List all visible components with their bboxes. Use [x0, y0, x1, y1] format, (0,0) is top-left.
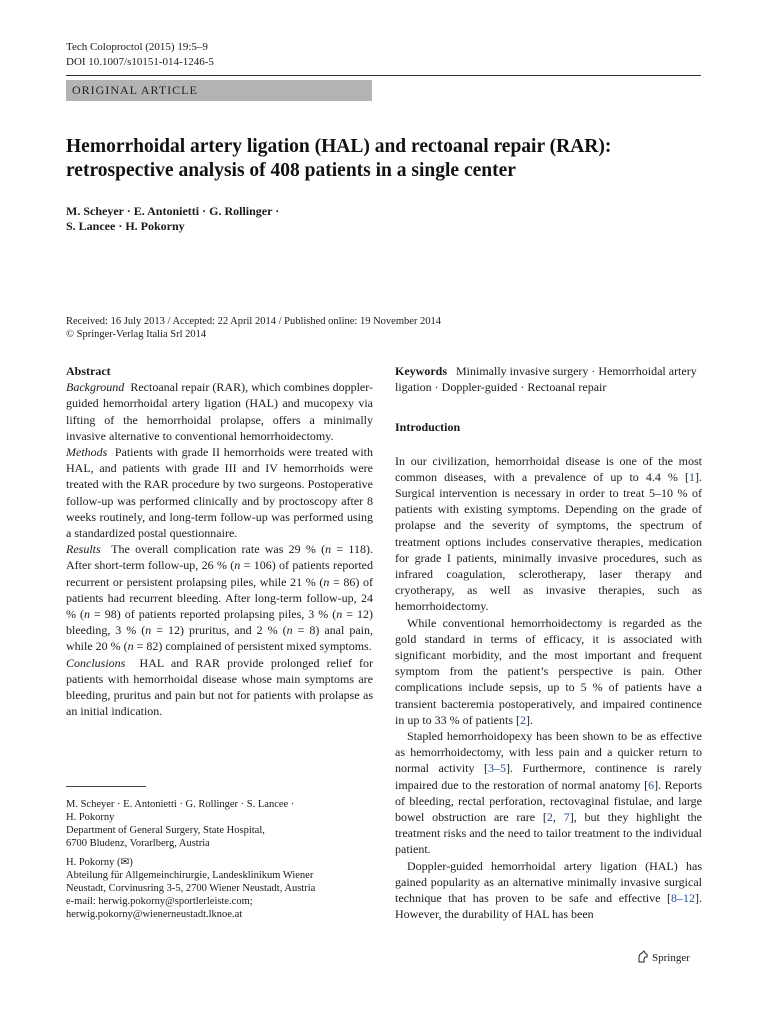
affil-line: M. Scheyer · E. Antonietti · G. Rollinger · S. Lancee ·	[66, 799, 295, 810]
n-symbol: n	[234, 558, 241, 573]
background-label: Background	[66, 380, 125, 395]
citation-link[interactable]: 7	[563, 810, 570, 825]
affiliation-block-1	[66, 798, 373, 850]
intro-text: In our civilization, hemorrhoidal disease is one of the most common diseases, with a prevalence of up to 4.4 % [	[395, 453, 702, 484]
doi[interactable]: DOI 10.1007/s10151-014-1246-5	[66, 56, 214, 68]
abstract-background	[66, 379, 373, 444]
keywords-text: Minimally invasive surgery · Hemorrhoidal artery ligation · Doppler-guided · Rectoanal repair	[395, 364, 697, 395]
intro-text: ]. Reports of bleeding, rectal perforation, rectovaginal fistulae, and large bowel obstruction are rare [	[395, 777, 702, 825]
results-part: = 12) pruritus, and 2 % (	[151, 623, 287, 638]
results-part: = 98) of patients reported prolapsing piles, 3 % (	[89, 607, 337, 622]
n-symbol: n	[145, 623, 152, 638]
intro-text: ].	[525, 712, 533, 727]
publisher-name: Springer	[652, 952, 690, 964]
affiliations	[66, 798, 373, 927]
background-text: Rectoanal repair (RAR), which combines doppler-guided hemorrhoidal artery ligation (HAL) and mucopexy via lifting of the hemorrhoidal prolapse, offers a minimally invasive alternative to conventional hemorrhoidectomy.	[66, 380, 373, 443]
n-symbol: n	[323, 574, 330, 589]
intro-text: ]. However, the durability of HAL has been	[395, 891, 702, 922]
conclusions-label: Conclusions	[66, 655, 126, 670]
springer-horse-icon	[636, 950, 650, 964]
affil-line: Neustadt, Corvinusring 3-5, 2700 Wiener Neustadt, Austria	[66, 883, 316, 894]
intro-text: ,	[552, 810, 564, 825]
affil-line: Department of General Surgery, State Hospital,	[66, 825, 265, 836]
citation-link[interactable]: 3–5	[488, 761, 507, 776]
citation-link[interactable]: 2	[546, 810, 553, 825]
citation-link[interactable]: 2	[519, 712, 526, 727]
results-part: = 118). After short-term follow-up, 26 % (	[66, 542, 373, 573]
methods-text: Patients with grade II hemorrhoids were treated with HAL, and patients with grade III and IV hemorrhoids were treated with the RAR procedure by two surgeons. Postoperative follow-up was performed clinically and by proctoscopy after 8 weeks routinely, and long-term follow-up was performed using a standardized postal questionnaire.	[66, 445, 373, 541]
affil-line: Abteilung für Allgemeinchirurgie, Landesklinikum Wiener	[66, 870, 314, 881]
intro-text: ]. Surgical intervention is necessary in order to treat 5–10 % of patients with existing symptoms. Depending on the grade of prolapse and the severity of symptoms, the spectrum of treatment options includes conservative therapies, medication for grade I patients, minimally invasive procedures, such as infrared coagulation, sclerotherapy, laser therapy and cryotherapy, as well as invasive therapies, such as hemorrhoidectomy.	[395, 469, 702, 614]
results-part: = 106) of patients reported recurrent or persistent prolapsing piles, while 21 % (	[66, 558, 374, 589]
intro-text: While conventional hemorrhoidectomy is regarded as the gold standard in terms of efficacy, it is associated with significant morbidity, and the most important and frequent symptom from the patient’s perspective is pain. Other complications include sepsis, up to 5 % of patients have a transient bacteremia postoperatively, and impaired continence in up to 33 % of patients [	[395, 615, 702, 727]
results-part: = 82) complained of persistent mixed symptoms.	[133, 639, 372, 654]
email-line[interactable]: herwig.pokorny@wienerneustadt.lknoe.at	[66, 909, 243, 920]
title-line-2: retrospective analysis of 408 patients in a single center	[66, 160, 516, 181]
affiliation-rule	[66, 786, 146, 787]
publication-dates	[66, 315, 441, 341]
email-line[interactable]: e-mail: herwig.pokorny@sportlerleiste.com;	[66, 896, 253, 907]
affil-line: 6700 Bludenz, Vorarlberg, Austria	[66, 838, 210, 849]
results-text	[66, 542, 373, 653]
corresponding-author: H. Pokorny (✉)	[66, 857, 133, 868]
title-line-1: Hemorrhoidal artery ligation (HAL) and rectoanal repair (RAR):	[66, 136, 612, 157]
intro-text: Stapled hemorrhoidopexy has been shown to be as effective as hemorrhoidectomy, with less pain and a quicker return to normal activity [	[395, 729, 702, 776]
results-part: = 86) of patients had recurrent bleeding. After long-term follow-up, 24 % (	[66, 574, 374, 622]
citation-link[interactable]: 6	[648, 777, 655, 792]
intro-text: Doppler-guided hemorrhoidal artery ligation (HAL) has gained popularity as an alternative minimally invasive surgical technique that has proven to be safe and effective [	[395, 858, 702, 906]
abstract-section	[66, 363, 373, 719]
methods-label: Methods	[66, 445, 108, 460]
results-label: Results	[66, 542, 101, 557]
results-part: The overall complication rate was 29 % (	[111, 542, 326, 557]
n-symbol: n	[83, 607, 90, 622]
journal-citation: Tech Coloproctol (2015) 19:5–9	[66, 41, 208, 53]
abstract-conclusions	[66, 655, 373, 720]
affil-line: H. Pokorny	[66, 812, 115, 823]
n-symbol: n	[127, 639, 134, 654]
journal-info	[66, 40, 214, 70]
results-part: = 12) bleeding, 3 % (	[66, 607, 373, 638]
received-dates: Received: 16 July 2013 / Accepted: 22 April 2014 / Published online: 19 November 2014	[66, 316, 442, 327]
publisher-logo	[636, 950, 690, 965]
intro-paragraph-3	[395, 728, 702, 858]
authors-line-1: M. Scheyer · E. Antonietti · G. Rollinger ·	[66, 204, 280, 218]
keywords-label: Keywords	[395, 364, 447, 378]
authors-line-2: S. Lancee · H. Pokorny	[66, 219, 185, 233]
author-list	[66, 204, 466, 234]
abstract-results	[66, 541, 373, 654]
article-type-banner: ORIGINAL ARTICLE	[66, 80, 372, 101]
results-part: = 8) anal pain, while 20 % (	[66, 623, 373, 654]
intro-text: ], but they highlight the treatment risks and the need to tailor treatment to the individual patient.	[395, 810, 703, 857]
abstract-methods	[66, 444, 373, 541]
citation-link[interactable]: 1	[689, 469, 695, 484]
citation-link[interactable]: 8–12	[671, 891, 695, 906]
affiliation-block-2	[66, 856, 373, 921]
n-symbol: n	[325, 542, 332, 557]
abstract-heading: Abstract	[66, 364, 111, 378]
article-title	[66, 135, 706, 183]
intro-text: ]. Furthermore, continence is rarely impaired due to the restoration of normal anatomy [	[395, 761, 703, 792]
n-symbol: n	[336, 607, 343, 622]
intro-paragraph-4	[395, 858, 702, 923]
intro-paragraph-2	[395, 615, 702, 728]
copyright: © Springer-Verlag Italia Srl 2014	[66, 329, 207, 340]
n-symbol: n	[286, 623, 293, 638]
right-column	[395, 363, 702, 923]
intro-paragraph-1	[395, 453, 702, 615]
keywords	[395, 363, 702, 395]
introduction-heading: Introduction	[395, 420, 461, 435]
conclusions-text: HAL and RAR provide prolonged relief for patients with hemorrhoidal disease whose main symptoms are bleeding, pruritus and pain but not for patients with prolapse as an initial indication.	[66, 655, 373, 719]
header-rule	[66, 75, 701, 76]
